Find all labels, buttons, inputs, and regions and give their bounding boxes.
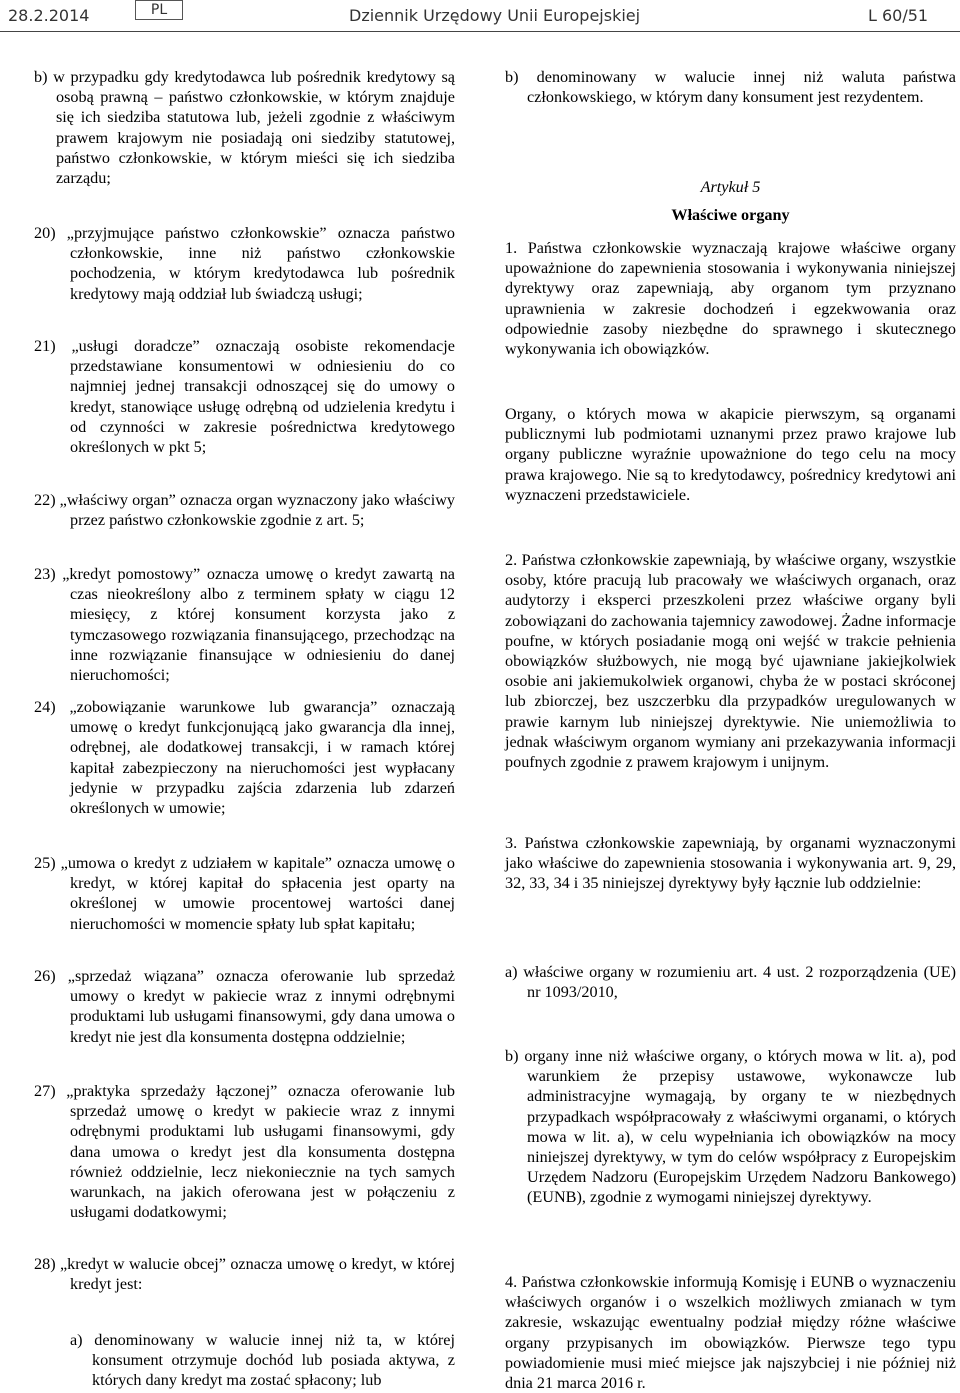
language-badge: PL xyxy=(135,0,183,20)
definition-26: 26) „sprzedaż wiązana” oznacza oferowanie lub sprzedaż umowy o kredyt w pakiecie wraz z innymi odrębnymi produktami lub usługami finansowymi, gdy dana umowa o kredyt nie jest dla konsumenta dostępna oddzielnie; xyxy=(34,967,455,1046)
paragraph-3-a: a) właściwe organy w rozumieniu art. 4 ust. 2 rozporządzenia (UE) nr 1093/2010, xyxy=(505,963,956,1002)
paragraph-2: 2. Państwa członkowskie zapewniają, by właściwe organy, wszystkie osoby, które pracują lub pracowały we właściwych organach, oraz audytorzy i eksperci przeszkoleni przez właściwe organy byli zobowiązani do zachowania tajemnicy zawodowej. Żadne informacje poufne, w których posiadanie mogą oni wejść w trakcie pełnienia obowiązków służbowych, nie mogą być ujawniane jakiejkolwiek osobie ani jakiemukolwiek organowi, chyba że w postaci skróconej lub zbiorczej, bez uszczerbku dla przypadków uregulowanych w prawie karnym lub niniejszej dyrektywie. Nie uniemożliwia to jednak właściwym organom wymiany ani przekazywania informacji poufnych zgodnie z prawem krajowym i unijnym. xyxy=(505,551,956,772)
article-title: Właściwe organy xyxy=(671,206,790,224)
definition-24: 24) „zobowiązanie warunkowe lub gwarancja” oznaczają umowę o kredyt funkcjonującą jako gwarancja dla innej, odrębnej, ale dodatkowej transakcji, i w ramach której kapitał zabezpieczony na nieruchomości jest wypłacany jedynie w przypadku zajścia zdarzenia lub zdarzeń określonych w umowie; xyxy=(34,698,455,818)
definition-28: 28) „kredyt w walucie obcej” oznacza umowę o kredyt, w której kredyt jest: xyxy=(34,1255,455,1294)
definition-28-b: b) denominowany w walucie innej niż waluta państwa członkowskiego, w którym dany konsument jest rezydentem. xyxy=(505,68,956,107)
definition-25: 25) „umowa o kredyt z udziałem w kapitale” oznacza umowę o kredyt, w której kapitał do spłacenia jest oparty na określonej w umowie procentowej wartości danej nieruchomości w momencie spłaty lub spłat kapitału; xyxy=(34,854,455,933)
definition-23: 23) „kredyt pomostowy” oznacza umowę o kredyt zawartą na czas nieokreślony albo z terminem spłaty w ciągu 12 miesięcy, z której konsument korzysta jako z tymczasowego rozwiązania finansującego, przechodząc na inne rozwiązanie finansujące w odniesieniu do danej nieruchomości; xyxy=(34,565,455,685)
header-divider xyxy=(0,31,960,32)
paragraph-1: 1. Państwa członkowskie wyznaczają krajowe właściwe organy upoważnione do zapewnienia stosowania i wykonywania niniejszej dyrektywy oraz zapewniają, aby organom tym przyznano uprawnienia w zakresie dochodzeń i egzekwowania oraz odpowiednie zasoby niezbędne do sprawnego i skutecznego wykonywania ich obowiązków. xyxy=(505,239,956,359)
item-b-seat: b) w przypadku gdy kredytodawca lub pośrednik kredytowy są osobą prawną – państwo członkowskie, w którym znajduje się ich siedziba statutowa lub, jeżeli zgodnie z właściwym prawem krajowym nie posiadają oni siedziby statutowej, państwo członkowskie, w którym mieści się ich siedziba zarządu; xyxy=(34,68,455,188)
definition-21: 21) „usługi doradcze” oznaczają osobiste rekomendacje przedstawiane konsumentowi w odniesieniu do co najmniej jednej transakcji odnoszącej się do umowy o kredyt, stanowiące usługę odrębną od udzielenia kredytu i od czynności w zakresie pośrednictwa kredytowego określonych w pkt 5; xyxy=(34,337,455,457)
paragraph-3-b: b) organy inne niż właściwe organy, o których mowa w lit. a), pod warunkiem że przepisy ustawowe, wykonawcze lub administracyjne wymagają, by organy te w niezbędnych przypadkach współpracowały z właściwymi organami, o których mowa w lit. a), w celu wypełniania ich obowiązków na mocy niniejszej dyrektywy, w tym do celów współpracy z Europejskim Urzędem Nadzoru (Europejskim Urzędem Nadzoru Bankowego) (EUNB), zgodnie z wymogami niniejszej dyrektywy. xyxy=(505,1047,956,1207)
article-label: Artykuł 5 xyxy=(700,178,761,196)
definition-28-a: a) denominowany w walucie innej niż ta, w której konsument otrzymuje dochód lub posiada aktywa, z których dany kredyt ma zostać spłacony; lub xyxy=(70,1331,455,1390)
publication-date: 28.2.2014 xyxy=(8,6,90,25)
definition-20: 20) „przyjmujące państwo członkowskie” oznacza państwo członkowskie, inne niż państwo członkowskie pochodzenia, w którym kredytodawca lub pośrednik kredytowy mają oddział lub świadczą usługi; xyxy=(34,224,455,303)
paragraph-3: 3. Państwa członkowskie zapewniają, by organami wyznaczonymi jako właściwe do zapewnienia stosowania i wykonywania art. 9, 29, 32, 33, 34 i 35 niniejszej dyrektywy były łącznie lub oddzielnie: xyxy=(505,834,956,893)
definition-22: 22) „właściwy organ” oznacza organ wyznaczony jako właściwy przez państwo członkowskie zgodnie z art. 5; xyxy=(34,491,455,530)
paragraph-1-subparagraph: Organy, o których mowa w akapicie pierwszym, są organami publicznymi lub podmiotami uznanymi przez prawo krajowe lub organy publiczne wyraźnie upoważnione do tego celu na mocy prawa krajowego. Nie są to kredytodawcy, pośrednicy kredytowi ani wyznaczeni przedstawiciele. xyxy=(505,405,956,504)
page-number: L 60/51 xyxy=(868,6,929,25)
page-header xyxy=(0,0,960,32)
paragraph-4: 4. Państwa członkowskie informują Komisję i EUNB o wyznaczeniu właściwych organów i o wszelkich możliwych zmianach w tym zakresie, wskazując ewentualny podział między różne właściwe organy przypisanych im obowiązków. Pierwsze tego typu powiadomienie musi mieć miejsce jak najszybciej i nie później niż dnia 21 marca 2016 r. xyxy=(505,1273,956,1393)
journal-title: Dziennik Urzędowy Unii Europejskiej xyxy=(349,6,641,25)
definition-27: 27) „praktyka sprzedaży łączonej” oznacza oferowanie lub sprzedaż umowę o kredyt w pakiecie wraz z innymi odrębnymi produktami lub usługami finansowymi, gdy dana umowa o kredyt jest dla konsumenta dostępna również oddzielnie, lecz niekoniecznie na tych samych warunkach, na jakich oferowana jest w połączeniu z usługami dodatkowymi; xyxy=(34,1082,455,1222)
